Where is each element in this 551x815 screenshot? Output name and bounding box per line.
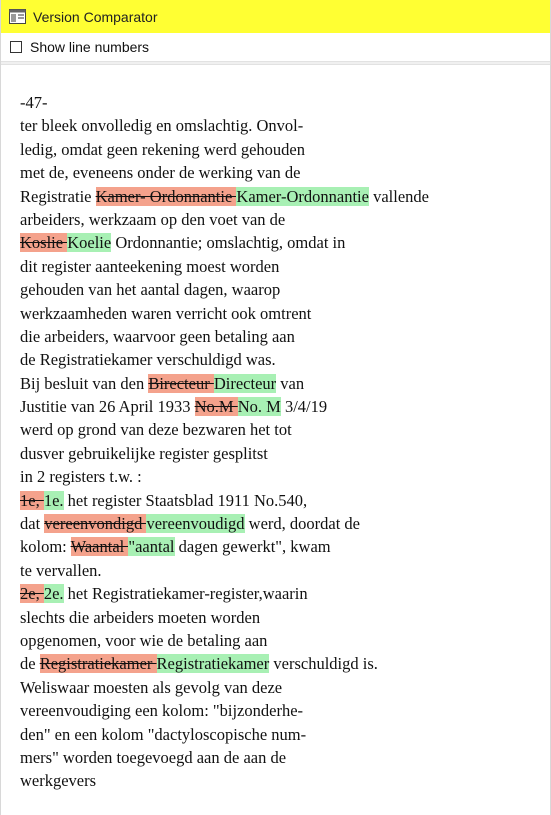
document-line: [20, 723, 550, 746]
line-text: dat: [20, 514, 45, 534]
line-text: dusver gebruikelijke register gesplitst: [20, 443, 268, 463]
document-line: [20, 255, 550, 278]
line-text: werkgevers: [20, 771, 97, 791]
line-text: Weliswaar moesten als gevolg van deze: [20, 677, 283, 697]
line-text: dit register aanteekening moest worden: [20, 256, 280, 276]
toolbar: [1, 33, 550, 61]
line-text: -47-: [20, 93, 48, 112]
document-line: [20, 746, 550, 769]
deleted-text: Kamer- Ordonnantie: [95, 186, 237, 206]
line-text: den" en een kolom "dactyloscopische num-: [20, 724, 307, 744]
line-text: met de, eveneens onder de werking van de: [20, 163, 301, 183]
line-text: de Registratiekamer verschuldigd was.: [20, 350, 276, 370]
deleted-text: Birecteur: [148, 373, 214, 393]
document-line: [20, 489, 550, 512]
line-text: vallende: [368, 186, 429, 206]
show-line-numbers-label[interactable]: Show line numbers: [30, 39, 150, 55]
line-text: slechts die arbeiders moeten worden: [20, 607, 261, 627]
document-line: [20, 582, 550, 605]
document-line: [20, 535, 550, 558]
document-line: [20, 231, 550, 254]
line-text: Ordonnantie; omslachtig, omdat in: [111, 233, 346, 253]
document-line: [20, 91, 550, 114]
document-line: [20, 769, 550, 792]
inserted-text: 1e.: [43, 490, 64, 510]
document-line: [20, 606, 550, 629]
line-text: te vervallen.: [20, 560, 102, 580]
document-line: [20, 699, 550, 722]
document-line: [20, 652, 550, 675]
line-text: het Registratiekamer-register,waarin: [63, 584, 308, 604]
inserted-text: "aantal: [128, 537, 175, 557]
line-text: die arbeiders, waarvoor geen betaling aan: [20, 326, 295, 346]
document-line: [20, 208, 550, 231]
line-text: 3/4/19: [280, 397, 328, 417]
document-line: [20, 629, 550, 652]
app-window-icon: [9, 9, 26, 24]
line-text: opgenomen, voor wie de betaling aan: [20, 630, 268, 650]
deleted-text: No.M: [194, 397, 238, 417]
line-text: dagen gewerkt", kwam: [174, 537, 331, 557]
line-text: verschuldigd is.: [269, 654, 378, 674]
line-text: het register Staatsblad 1911 No.540,: [63, 490, 308, 510]
document-line: [20, 278, 550, 301]
inserted-text: Kamer-Ordonnantie: [236, 186, 369, 206]
document-line: [20, 161, 550, 184]
line-text: ledig, omdat geen rekening werd gehouden: [20, 139, 305, 159]
line-text: werkzaamheden waren verricht ook omtrent: [20, 303, 312, 323]
line-text: werd, doordat de: [244, 514, 361, 534]
document-line: [20, 185, 550, 208]
inserted-text: Directeur: [213, 373, 277, 393]
line-text: kolom:: [20, 537, 71, 557]
deleted-text: Registratiekamer: [39, 654, 157, 674]
line-text: werd op grond van deze bezwaren het tot: [20, 420, 292, 440]
document-line: [20, 559, 550, 582]
document-line: [20, 114, 550, 137]
inserted-text: 2e.: [43, 584, 64, 604]
document-line: [20, 348, 550, 371]
line-text: gehouden van het aantal dagen, waarop: [20, 280, 281, 300]
line-text: de: [20, 654, 40, 674]
document-line: [20, 676, 550, 699]
document-line: [20, 138, 550, 161]
inserted-text: No. M: [237, 397, 281, 417]
title-bar: [1, 0, 550, 33]
document-line: [20, 395, 550, 418]
line-text: arbeiders, werkzaam op den voet van de: [20, 209, 286, 229]
inserted-text: vereenvoudigd: [146, 514, 245, 534]
comparison-document: [1, 65, 550, 793]
line-text: ter bleek onvolledig en omslachtig. Onvol-: [20, 116, 304, 136]
line-text: Registratie: [20, 186, 96, 206]
document-line: [20, 442, 550, 465]
line-text: Justitie van 26 April 1933: [20, 397, 195, 417]
deleted-text: Koslie: [20, 233, 68, 253]
window-title: Version Comparator: [33, 8, 158, 25]
inserted-text: Koelie: [67, 233, 112, 253]
inserted-text: Registratiekamer: [156, 654, 270, 674]
deleted-text: 1e,: [20, 490, 44, 510]
document-line: [20, 372, 550, 395]
deleted-text: vereenvondigd: [44, 514, 147, 534]
document-line: [20, 465, 550, 488]
line-text: in 2 registers t.w. :: [20, 467, 142, 487]
deleted-text: Waantal: [70, 537, 129, 557]
document-line: [20, 418, 550, 441]
document-line: [20, 512, 550, 535]
line-text: van: [276, 373, 305, 393]
document-line: [20, 302, 550, 325]
line-text: Bij besluit van den: [20, 373, 149, 393]
document-line: [20, 325, 550, 348]
line-text: mers" worden toegevoegd aan de aan de: [20, 747, 287, 767]
line-text: vereenvoudiging een kolom: "bijzonderhe-: [20, 701, 304, 721]
show-line-numbers-checkbox[interactable]: [10, 41, 22, 53]
deleted-text: 2e,: [20, 584, 44, 604]
